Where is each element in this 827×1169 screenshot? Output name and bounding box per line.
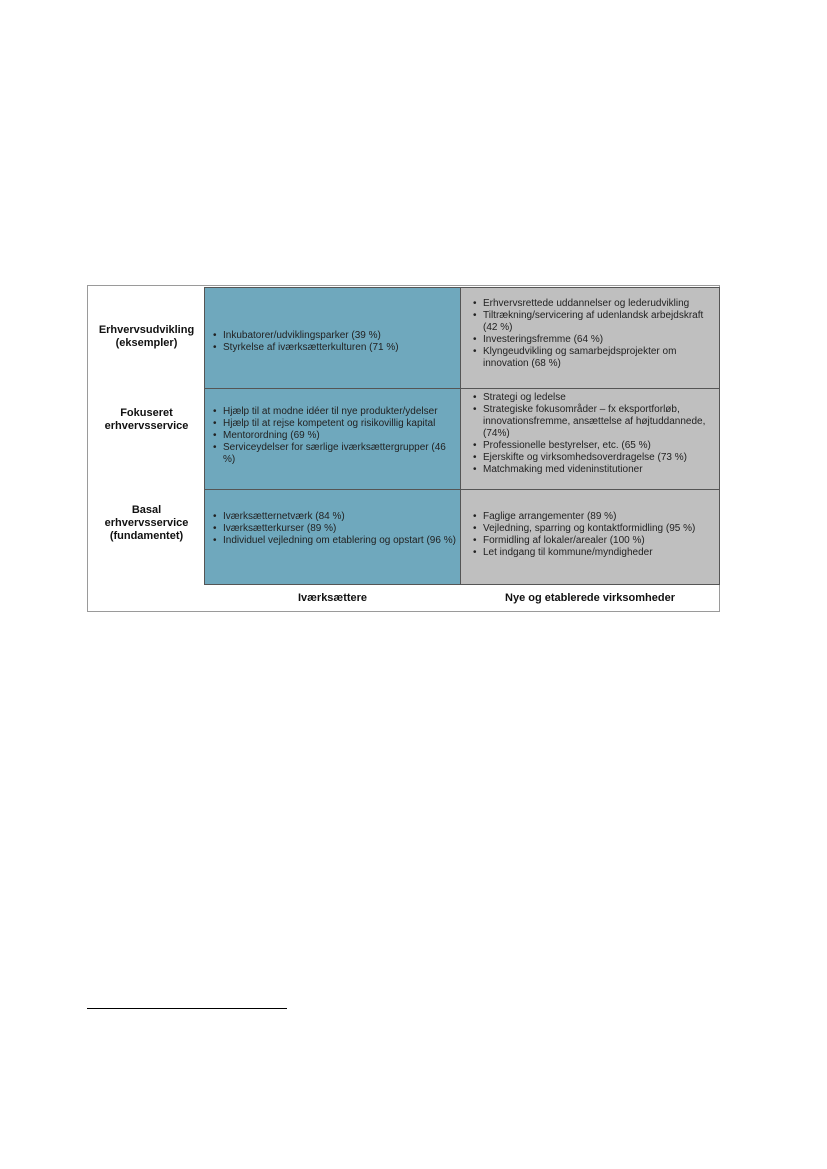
- list-item: [211, 442, 456, 466]
- list-item-text: Professionelle bestyrelser, etc. (65 %): [483, 440, 651, 451]
- bullet-icon: •: [213, 442, 217, 453]
- list-item-text: Mentorordning (69 %): [223, 430, 320, 441]
- bullet-icon: •: [213, 330, 217, 341]
- bullet-icon: •: [473, 334, 477, 345]
- bullet-icon: •: [473, 523, 477, 534]
- list-item-text: Faglige arrangementer (89 %): [483, 511, 617, 522]
- list-item-text: Matchmaking med videninstitutioner: [483, 464, 643, 475]
- list-item: [471, 392, 715, 404]
- list-item-text: Vejledning, sparring og kontaktformidling (95 %): [483, 523, 696, 534]
- list-item-text: Tiltrækning/servicering af udenlandsk arbejdskraft (42 %): [483, 310, 704, 333]
- cell-fokuseret-virksomheder: [460, 388, 720, 490]
- list-item: [471, 547, 715, 559]
- bullet-icon: •: [473, 392, 477, 403]
- bullet-icon: •: [473, 547, 477, 558]
- column-label-virksomheder: Nye og etablerede virksomheder: [505, 592, 675, 604]
- item-list: [471, 511, 715, 559]
- footnote-separator: [87, 1008, 287, 1009]
- row-label-line: erhvervsservice: [104, 517, 189, 529]
- list-item-text: Formidling af lokaler/arealer (100 %): [483, 535, 645, 546]
- bullet-icon: •: [473, 404, 477, 415]
- list-item: [471, 440, 715, 452]
- list-item: [471, 511, 715, 523]
- list-item-text: Individuel vejledning om etablering og opstart (96 %): [223, 535, 456, 546]
- bullet-icon: •: [473, 346, 477, 357]
- list-item: [471, 298, 715, 310]
- list-item: [211, 523, 456, 535]
- list-item: [471, 310, 715, 334]
- list-item-text: Serviceydelser for særlige iværksættergrupper (46 %): [223, 442, 446, 465]
- list-item-text: Klyngeudvikling og samarbejdsprojekter om innovation (68 %): [483, 346, 677, 369]
- bullet-icon: •: [213, 511, 217, 522]
- item-list: [211, 330, 456, 354]
- row-label-line: Fokuseret: [120, 407, 173, 419]
- list-item: [471, 346, 715, 370]
- list-item: [471, 334, 715, 346]
- list-item: [211, 330, 456, 342]
- cell-fokuseret-ivaerksaettere: [204, 388, 461, 490]
- bullet-icon: •: [473, 440, 477, 451]
- bullet-icon: •: [473, 511, 477, 522]
- bullet-icon: •: [473, 452, 477, 463]
- list-item-text: Ejerskifte og virksomhedsoverdragelse (73 %): [483, 452, 687, 463]
- bullet-icon: •: [213, 406, 217, 417]
- bullet-icon: •: [473, 310, 477, 321]
- list-item: [471, 535, 715, 547]
- list-item-text: Investeringsfremme (64 %): [483, 334, 604, 345]
- list-item: [471, 404, 715, 440]
- cell-basal-virksomheder: [460, 489, 720, 585]
- business-development-matrix: [87, 285, 720, 612]
- item-list: [471, 298, 715, 370]
- bullet-icon: •: [213, 430, 217, 441]
- column-label-ivaerksaettere: Iværksættere: [297, 592, 368, 604]
- list-item: [211, 406, 456, 418]
- list-item: [471, 464, 715, 476]
- list-item-text: Let indgang til kommune/myndigheder: [483, 547, 653, 558]
- list-item: [211, 342, 456, 354]
- bullet-icon: •: [473, 535, 477, 546]
- list-item-text: Hjælp til at modne idéer til nye produkter/ydelser: [223, 406, 438, 417]
- bullet-icon: •: [473, 298, 477, 309]
- list-item-text: Iværksætternetværk (84 %): [223, 511, 345, 522]
- list-item: [211, 418, 456, 430]
- cell-erhvervsudvikling-virksomheder: [460, 287, 720, 389]
- bullet-icon: •: [213, 342, 217, 353]
- row-label-line: Basal: [131, 504, 162, 516]
- list-item: [211, 430, 456, 442]
- cell-basal-ivaerksaettere: [204, 489, 461, 585]
- row-label-line: erhvervsservice: [104, 420, 189, 432]
- row-label-fokuseret-erhvervsservice: [88, 407, 205, 433]
- cell-erhvervsudvikling-ivaerksaettere: [204, 287, 461, 389]
- item-list: [211, 406, 456, 466]
- list-item: [471, 523, 715, 535]
- list-item-text: Hjælp til at rejse kompetent og risikovillig kapital: [223, 418, 436, 429]
- list-item-text: Inkubatorer/udviklingsparker (39 %): [223, 330, 381, 341]
- list-item: [211, 535, 456, 547]
- item-list: [211, 511, 456, 547]
- list-item-text: Styrkelse af iværksætterkulturen (71 %): [223, 342, 399, 353]
- list-item: [211, 511, 456, 523]
- bullet-icon: •: [213, 535, 217, 546]
- list-item-text: Strategiske fokusområder – fx eksportforløb, innovationsfremme, ansættelse af højtuddannede, (74%): [483, 404, 706, 439]
- list-item-text: Strategi og ledelse: [483, 392, 566, 403]
- row-label-line: (fundamentet): [109, 530, 184, 542]
- item-list: [471, 392, 715, 476]
- list-item-text: Erhvervsrettede uddannelser og lederudvikling: [483, 298, 690, 309]
- row-label-basal-erhvervsservice: [88, 504, 205, 543]
- bullet-icon: •: [473, 464, 477, 475]
- row-label-erhvervsudvikling: [88, 324, 205, 350]
- list-item: [471, 452, 715, 464]
- row-label-line: Erhvervsudvikling: [98, 324, 195, 336]
- row-label-line: (eksempler): [115, 337, 178, 349]
- bullet-icon: •: [213, 523, 217, 534]
- list-item-text: Iværksætterkurser (89 %): [223, 523, 337, 534]
- bullet-icon: •: [213, 418, 217, 429]
